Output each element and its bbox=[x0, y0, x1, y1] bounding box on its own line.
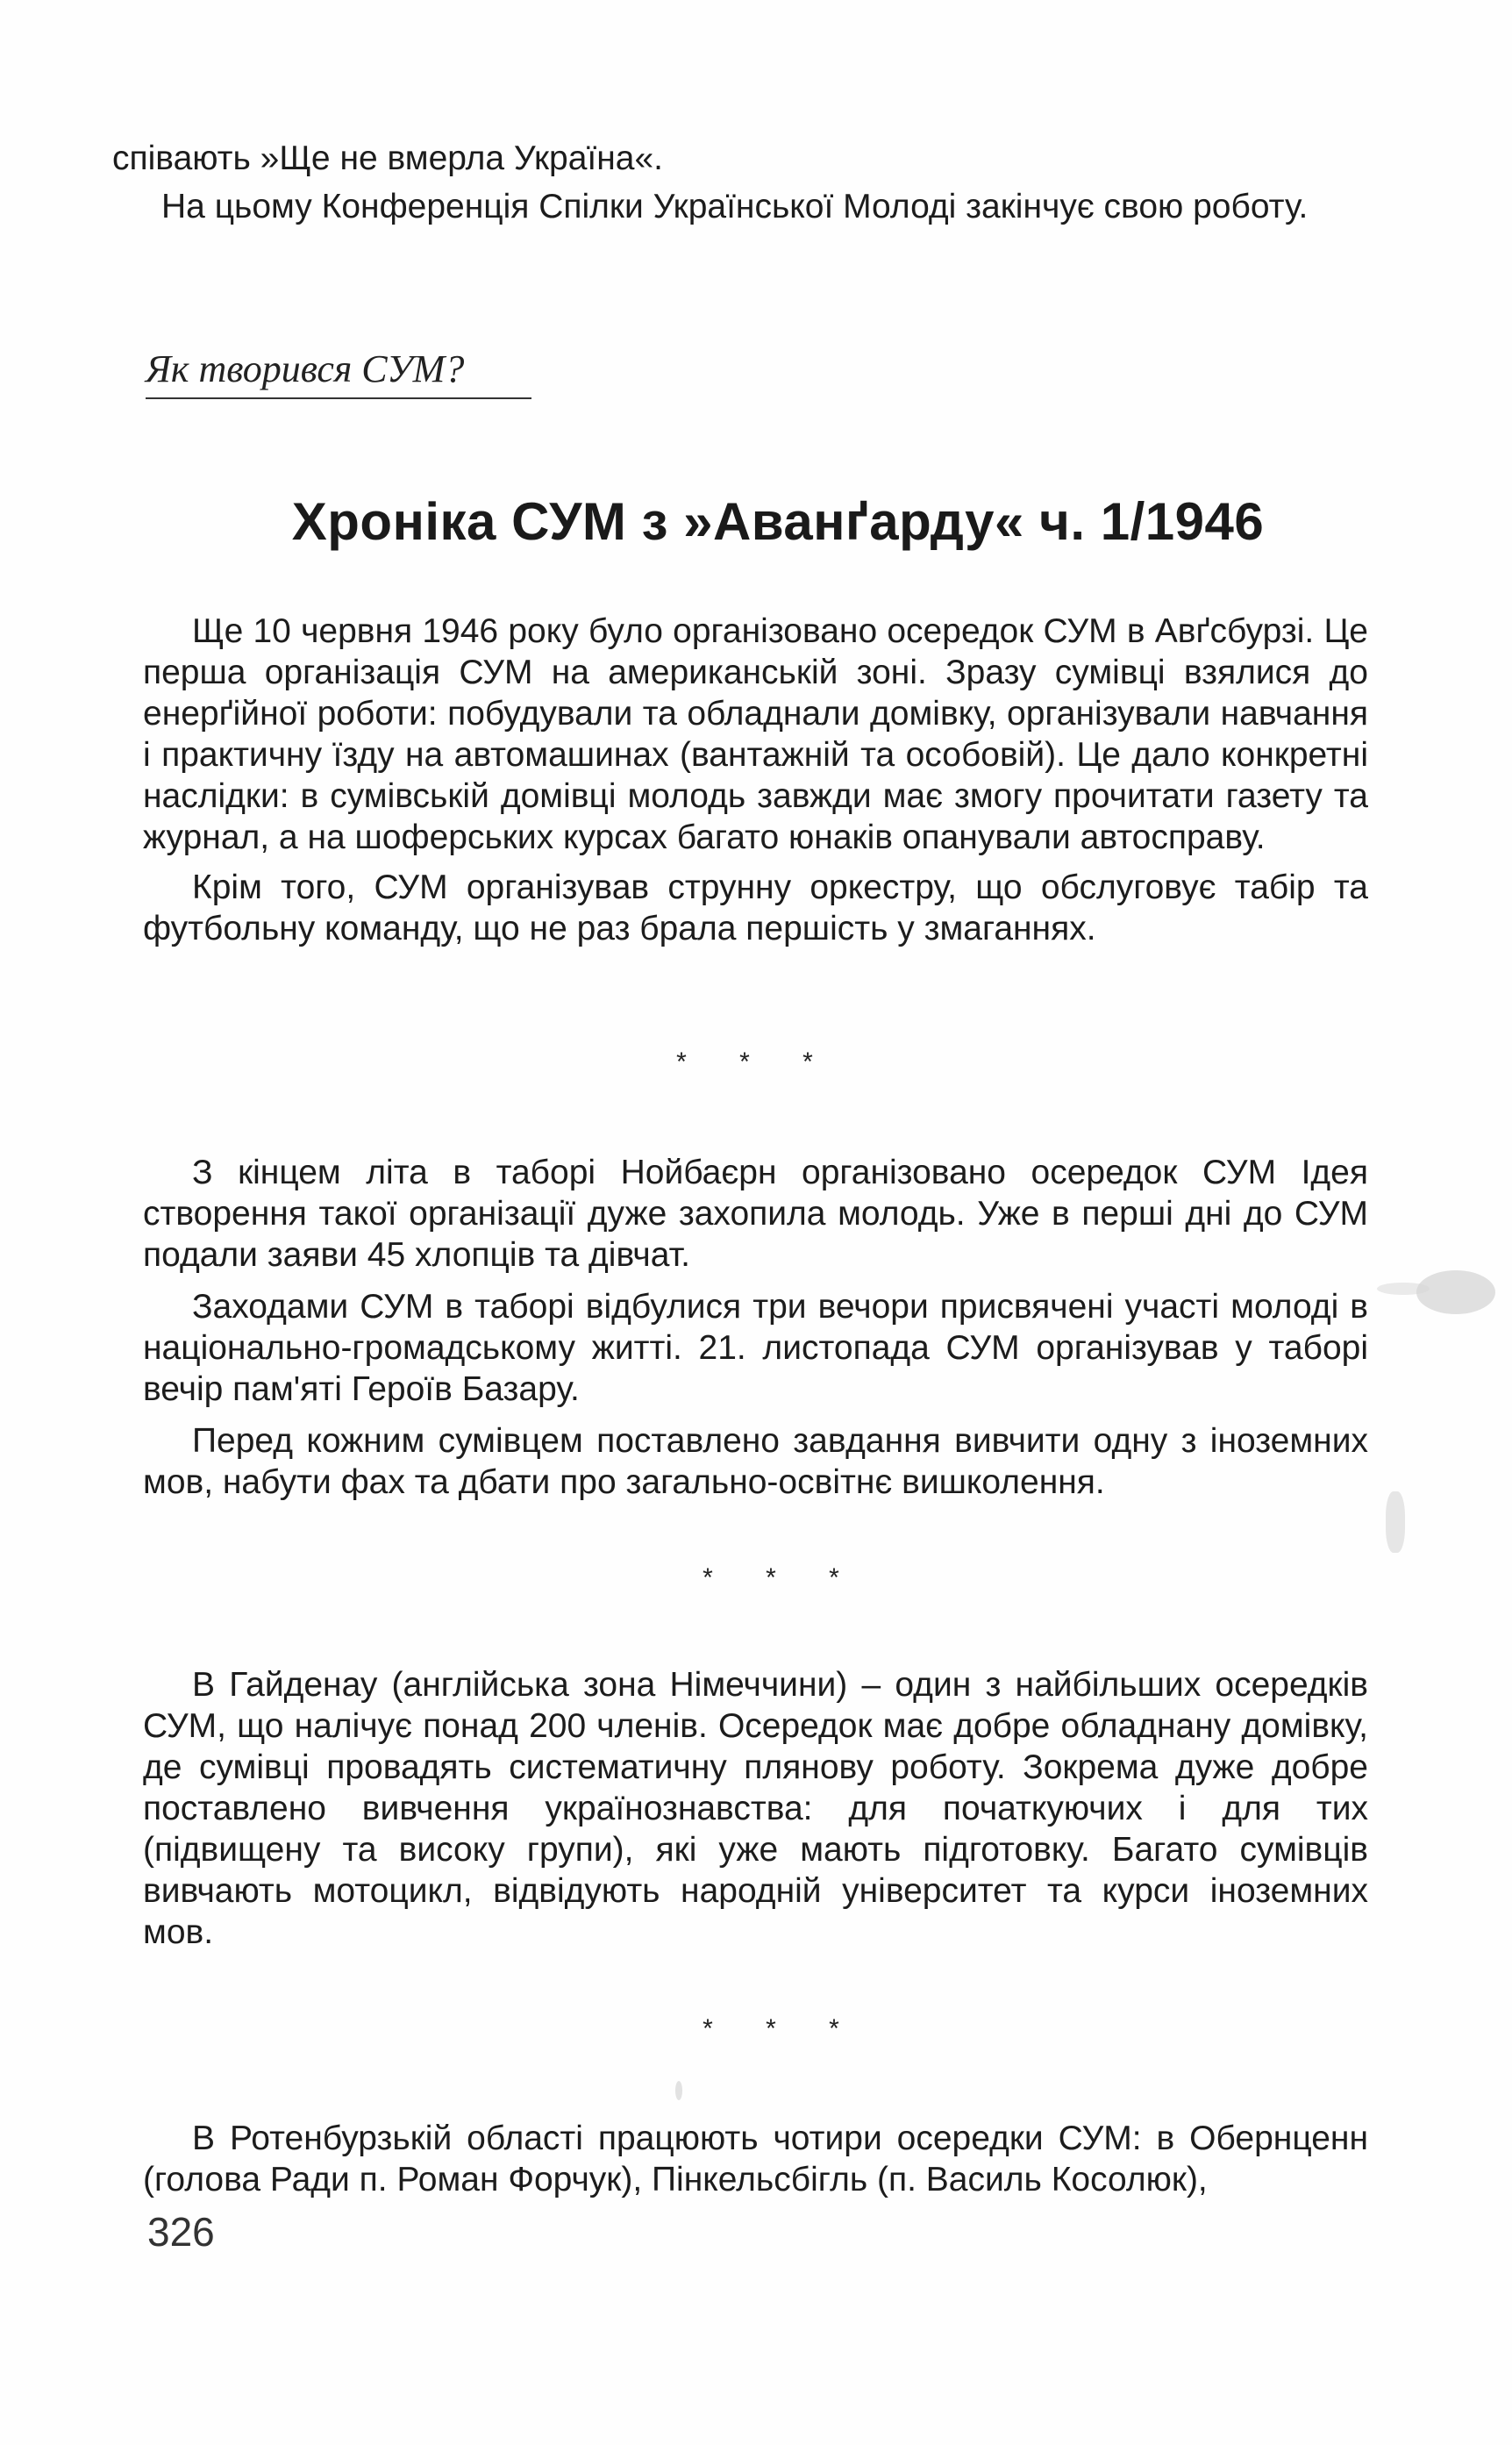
section-link[interactable]: Як творився СУМ? bbox=[146, 347, 531, 399]
top-paragraph: На цьому Конференція Спілки Української Молоді закінчує свою роботу. bbox=[161, 188, 1309, 225]
section-augsburg-p1: Ще 10 червня 1946 року було організовано осередок СУМ в Авґсбурзі. Це перша організація СУМ на американській зоні. Зразу сумівці взялися до енерґійної роботи: побудували та обладнали домівку, організували навчання і практичну їзду на автомашинах (вантажній та особовій). Це дало конкретні наслідки: в сумівській домівці молодь завжди має змогу прочитати газету та журнал, а на шоферських курсах багато юнаків опанували автосправу. bbox=[143, 612, 1368, 856]
scan-smudge bbox=[1386, 1491, 1405, 1553]
top-text bbox=[112, 138, 1340, 227]
section-rothenburg-p1: В Ротенбурзькій області працюють чотири осередки СУМ: в Обернценн (голова Ради п. Роман Форчук), Пінкельсбігль (п. Василь Косолюк), bbox=[143, 2120, 1368, 2198]
separator-1: * * * bbox=[676, 1047, 836, 1076]
top-line: співають »Ще не вмерла Україна«. bbox=[112, 139, 663, 177]
section-neubayern bbox=[143, 1152, 1368, 1503]
separator-2: * * * bbox=[703, 1563, 862, 1592]
section-rothenburg bbox=[143, 2118, 1368, 2200]
chronicle-heading-text: Хроніка СУМ з »Аванґарду« ч. 1/1946 bbox=[291, 492, 1265, 551]
scan-smudge bbox=[675, 2081, 682, 2100]
section-heidenau-p1: В Гайденау (англійська зона Німеччини) – один з найбільших осередків СУМ, що налічує понад 200 членів. Осередок має добре обладнану домівку, де сумівці провадять систематичну плянову роботу. Зокрема дуже добре поставлено вивчення українознавства: для початкуючих і для тих (підвищену та високу групи), які уже мають підготовку. Багато сумівців вивчають мотоцикл, відвідують народній університет та курси іноземних мов. bbox=[143, 1666, 1368, 1951]
section-neubayern-p2: Заходами СУМ в таборі відбулися три вечори присвячені участі молоді в національно-громадському житті. 21. листопада СУМ організував у таборі вечір пам'яті Героїв Базару. bbox=[143, 1288, 1368, 1408]
section-heidenau bbox=[143, 1664, 1368, 1953]
section-neubayern-p1: З кінцем літа в таборі Нойбаєрн організовано осередок СУМ Ідея створення такої організації дуже захопила молодь. Уже в перші дні до СУМ подали заяви 45 хлопців та дівчат. bbox=[143, 1154, 1368, 1274]
separator-3: * * * bbox=[703, 2014, 862, 2043]
section-neubayern-p3: Перед кожним сумівцем поставлено завдання вивчити одну з іноземних мов, набути фах та дбати про загально-освітнє вишколення. bbox=[143, 1422, 1368, 1501]
section-augsburg bbox=[143, 611, 1368, 949]
page-number: 326 bbox=[147, 2209, 215, 2255]
scan-smudge bbox=[1416, 1270, 1495, 1314]
scan-smudge bbox=[1377, 1283, 1430, 1295]
section-augsburg-p2: Крім того, СУМ організував струнну оркестру, що обслуговує табір та футбольну команду, що не раз брала першість у змаганнях. bbox=[143, 869, 1368, 947]
chronicle-heading bbox=[0, 491, 1512, 553]
